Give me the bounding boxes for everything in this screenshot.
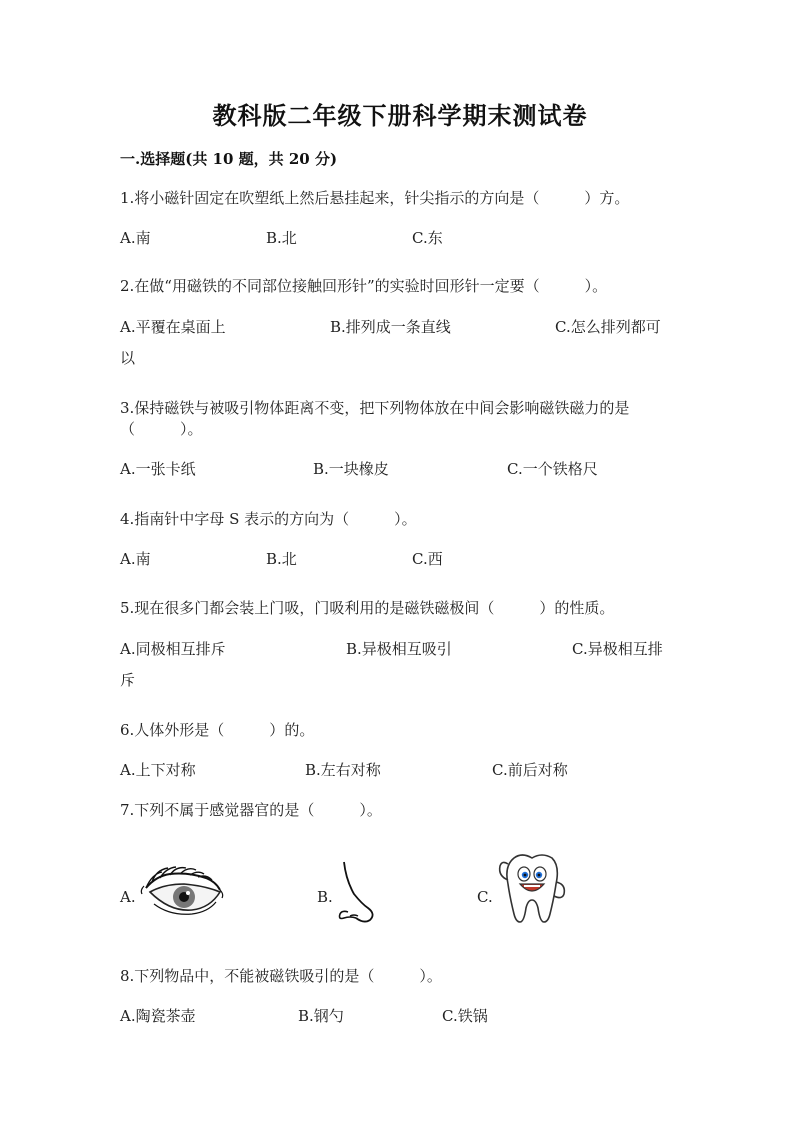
question-8-stem: 8.下列物品中，不能被磁铁吸引的是（ ）。 — [120, 967, 442, 985]
eye-icon — [140, 866, 224, 918]
nose-icon — [330, 860, 378, 924]
question-4-stem: 4.指南针中字母 S 表示的方向为（ ）。 — [120, 510, 417, 528]
question-1-option-c: C.东 — [412, 229, 443, 247]
question-6-option-c: C.前后对称 — [492, 761, 568, 779]
question-8-option-a: A.陶瓷茶壶 — [120, 1007, 196, 1025]
question-3-option-c: C.一个铁格尺 — [507, 460, 598, 478]
question-7-option-a: A. — [120, 888, 136, 906]
question-4-option-c: C.西 — [412, 550, 443, 568]
question-6-stem: 6.人体外形是（ ）的。 — [120, 721, 315, 739]
question-8-option-b: B.钢勺 — [298, 1007, 344, 1025]
question-2-stem: 2.在做“用磁铁的不同部位接触回形针”的实验时回形针一定要（ ）。 — [120, 277, 608, 295]
question-4-option-a: A.南 — [120, 550, 151, 568]
tooth-character-icon — [494, 852, 570, 926]
question-6-option-b: B.左右对称 — [305, 761, 381, 779]
question-3-stem: 3.保持磁铁与被吸引物体距离不变，把下列物体放在中间会影响磁铁磁力的是 — [120, 399, 630, 417]
question-2-option-a: A.平覆在桌面上 — [120, 318, 226, 336]
section-heading: 一.选择题(共 10 题，共 20 分) — [120, 150, 338, 168]
question-2-option-c: C.怎么排列都可 — [555, 318, 661, 336]
question-7-option-b: B. — [317, 888, 333, 906]
question-2-option-b: B.排列成一条直线 — [330, 318, 451, 336]
question-3-option-b: B.一块橡皮 — [313, 460, 389, 478]
question-1-option-a: A.南 — [120, 229, 151, 247]
question-3-option-a: A.一张卡纸 — [120, 460, 196, 478]
question-3-stem-continued: （ ）。 — [120, 420, 203, 438]
page-title: 教科版二年级下册科学期末测试卷 — [212, 101, 588, 130]
question-5-option-b: B.异极相互吸引 — [346, 640, 452, 658]
question-2-option-c-wrap: 以 — [120, 349, 136, 367]
question-8-option-c: C.铁锅 — [442, 1007, 488, 1025]
question-6-option-a: A.上下对称 — [120, 761, 196, 779]
question-5-stem: 5.现在很多门都会装上门吸，门吸利用的是磁铁磁极间（ ）的性质。 — [120, 599, 615, 617]
question-5-option-a: A.同极相互排斥 — [120, 640, 226, 658]
question-5-option-c-wrap: 斥 — [120, 671, 136, 689]
question-7-stem: 7.下列不属于感觉器官的是（ ）。 — [120, 801, 382, 819]
question-1-option-b: B.北 — [266, 229, 297, 247]
question-7-option-c: C. — [477, 888, 493, 906]
question-5-option-c: C.异极相互排 — [572, 640, 663, 658]
question-1-stem: 1.将小磁针固定在吹塑纸上然后悬挂起来，针尖指示的方向是（ ）方。 — [120, 189, 630, 207]
question-4-option-b: B.北 — [266, 550, 297, 568]
